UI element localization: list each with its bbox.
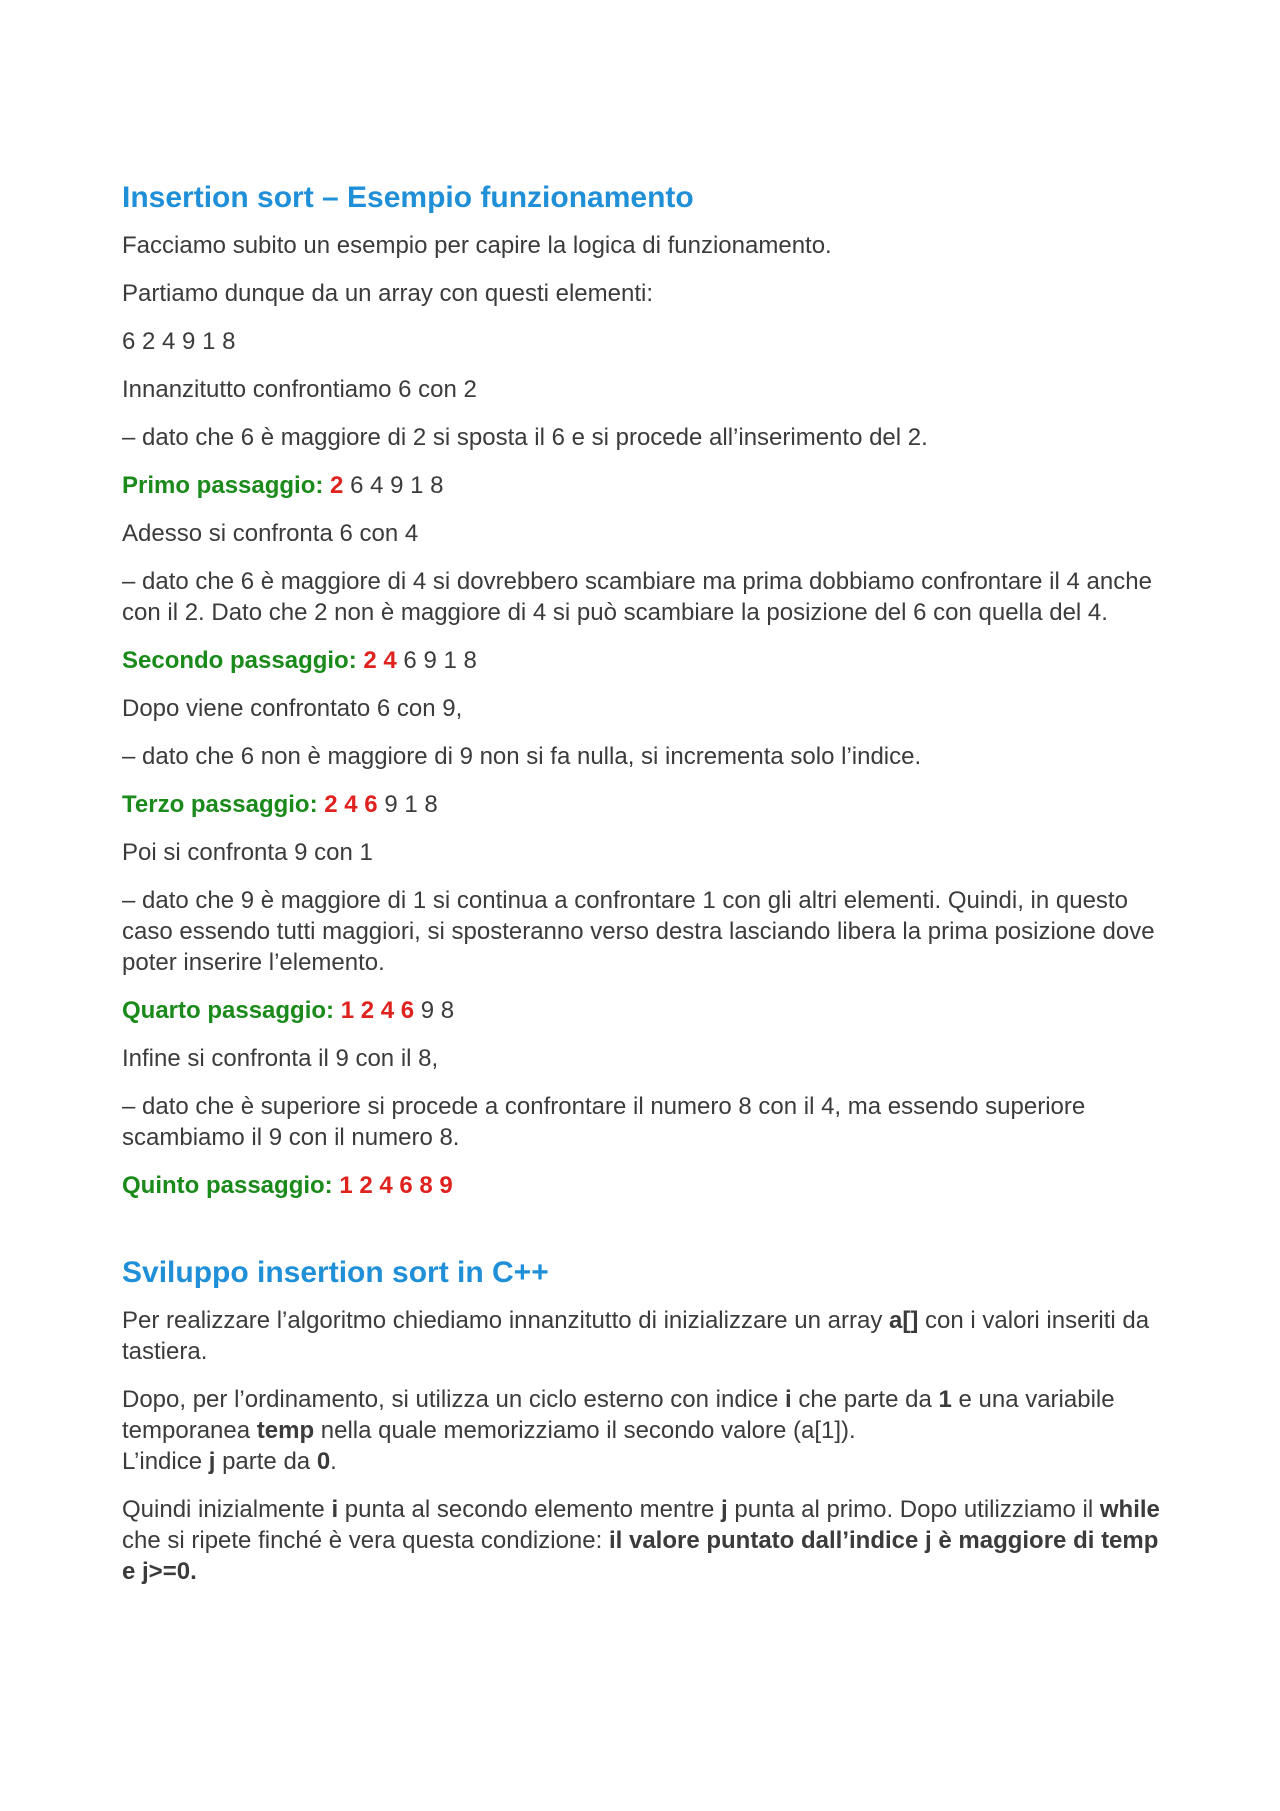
paragraph: Facciamo subito un esempio per capire la logica di funzionamento. <box>122 232 832 259</box>
text: L’indice <box>122 1448 209 1475</box>
code-term: a[] <box>889 1307 919 1334</box>
paragraph: – dato che 9 è maggiore di 1 si continua a confrontare 1 con gli altri elementi. Quindi, in questo caso essendo tutti maggiori, si sposteranno verso destra lasciando libera la prima posizione dove poter inserire l’elemento. <box>122 887 1155 976</box>
paragraph: – dato che è superiore si procede a confrontare il numero 8 con il 4, ma essendo superiore scambiamo il 9 con il numero 8. <box>122 1093 1086 1151</box>
paragraph: – dato che 6 non è maggiore di 9 non si fa nulla, si incrementa solo l’indice. <box>122 743 922 770</box>
pass-sorted: 1 2 4 6 <box>340 997 415 1024</box>
code-term: j <box>208 1448 216 1475</box>
paragraph <box>122 1384 1162 1477</box>
pass-line-4 <box>122 995 1162 1026</box>
initial-array: 6 2 4 9 1 8 <box>122 328 236 355</box>
condition-text: il valore puntato dall’indice j è maggiore di temp e j>=0. <box>122 1527 1159 1585</box>
code-term: i <box>785 1386 792 1413</box>
code-term: temp <box>256 1417 315 1444</box>
text: punta al secondo elemento mentre <box>338 1496 722 1523</box>
text: Dopo, per l’ordinamento, si utilizza un ciclo esterno con indice <box>122 1386 786 1413</box>
pass-label: Secondo passaggio: <box>122 647 357 674</box>
pass-rest: 6 4 9 1 8 <box>350 472 444 499</box>
code-term: j <box>721 1496 728 1523</box>
pass-line-1 <box>122 470 1162 501</box>
text: che si ripete finché è vera questa condizione: <box>122 1527 609 1554</box>
text: con i valori inseriti da tastiera. <box>122 1307 1150 1365</box>
text: che parte da <box>791 1386 939 1413</box>
section-title-cpp: Sviluppo insertion sort in C++ <box>122 1256 549 1289</box>
paragraph: Partiamo dunque da un array con questi elementi: <box>122 280 653 307</box>
paragraph: – dato che 6 è maggiore di 4 si dovrebbero scambiare ma prima dobbiamo confrontare il 4 anche con il 2. Dato che 2 non è maggiore di 4 si può scambiare la posizione del 6 con quella del 4. <box>122 568 1152 626</box>
pass-label: Primo passaggio: <box>122 472 324 499</box>
code-term: i <box>331 1496 339 1523</box>
paragraph: Innanzitutto confrontiamo 6 con 2 <box>122 376 477 403</box>
text: Quindi inizialmente <box>122 1496 332 1523</box>
pass-sorted: 2 <box>330 472 344 499</box>
code-term: 0 <box>316 1448 331 1475</box>
section-title-example: Insertion sort – Esempio funzionamento <box>122 181 694 214</box>
paragraph: – dato che 6 è maggiore di 2 si sposta il 6 e si procede all’inserimento del 2. <box>122 424 928 451</box>
paragraph: Infine si confronta il 9 con il 8, <box>122 1045 439 1072</box>
paragraph: Adesso si confronta 6 con 4 <box>122 520 419 547</box>
pass-label: Quinto passaggio: <box>122 1172 333 1199</box>
text: e una variabile temporanea <box>122 1386 1115 1444</box>
pass-label: Terzo passaggio: <box>122 791 318 818</box>
code-term: while <box>1099 1496 1160 1523</box>
pass-line-3 <box>122 789 1162 820</box>
text: Per realizzare l’algoritmo chiediamo innanzitutto di inizializzare un array <box>122 1307 890 1334</box>
code-term: 1 <box>938 1386 952 1413</box>
paragraph: Dopo viene confrontato 6 con 9, <box>122 695 463 722</box>
pass-sorted: 2 4 6 <box>324 791 378 818</box>
paragraph <box>122 1305 1162 1367</box>
paragraph: Poi si confronta 9 con 1 <box>122 839 373 866</box>
pass-sorted: 2 4 <box>363 647 397 674</box>
pass-line-2 <box>122 645 1162 676</box>
pass-rest: 9 1 8 <box>384 791 438 818</box>
text: nella quale memorizziamo il secondo valore (a[1]). <box>314 1417 856 1444</box>
text: . <box>330 1448 337 1475</box>
text: punta al primo. Dopo utilizziamo il <box>727 1496 1100 1523</box>
pass-rest: 6 9 1 8 <box>403 647 477 674</box>
pass-sorted: 1 2 4 6 8 9 <box>339 1172 453 1199</box>
paragraph <box>122 1494 1162 1587</box>
document-body <box>122 178 1162 1604</box>
pass-rest: 9 8 <box>420 997 455 1024</box>
text: parte da <box>215 1448 317 1475</box>
pass-label: Quarto passaggio: <box>122 997 335 1024</box>
pass-line-5 <box>122 1170 1162 1201</box>
